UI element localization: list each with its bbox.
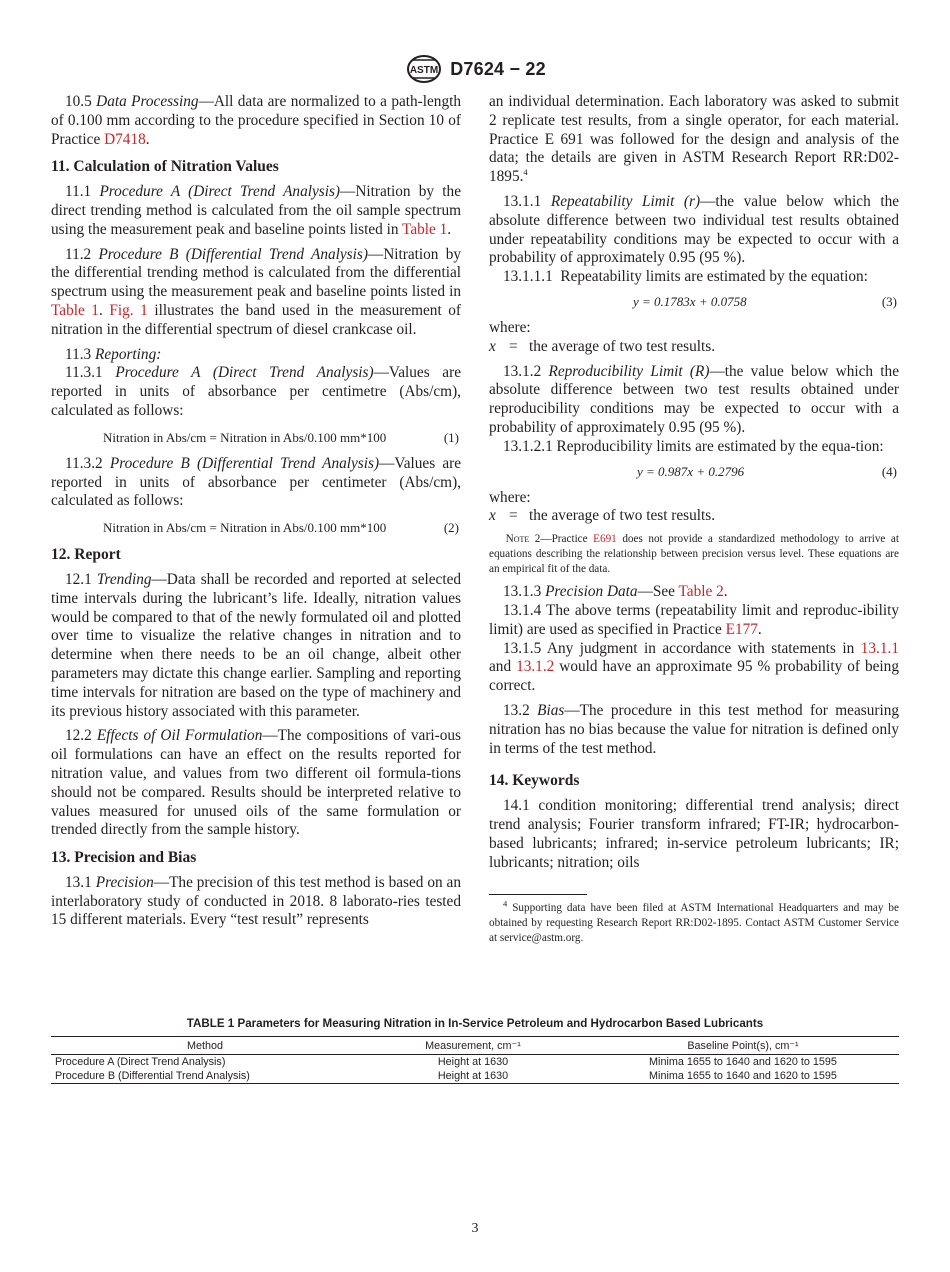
link-13-1-2[interactable]: 13.1.2 [516,658,555,676]
para-13-1-1: 13.1.1 Repeatability Limit (r)—the value below which the absolute difference between two individual test results obtained under repeatability conditions may be expected to occur with a probability of approximately 0.95 (95 %). [489,192,900,267]
where-label: where: [489,488,531,506]
equation-2: Nitration in Abs/cm = Nitration in Abs/0.100 mm*100 (2) [103,520,459,536]
astm-logo [404,54,444,84]
para-11-1: 11.1 Procedure A (Direct Trend Analysis)—Nitration by the direct trending method is calculated from the oil sample spectrum using the measurement peak and baseline points listed in Table 1. [51,183,461,238]
footnote-4: $^4$ Supporting data have been filed at ASTM International Headquarters and may be obtained by requesting Research Report RR:D02-1895. Contact ASTM Customer Service at service@astm.org. [489,898,899,945]
left-column [51,93,461,936]
para-14-1: 14.1 condition monitoring; differential trend analysis; direct trend analysis; Fourier transform infrared; FT-IR; hydrocarbon-based lubricants; infrared; in-service petroleum lubricants; IR; lubricants; nitration; oils [489,797,899,871]
page-number: 3 [471,1221,479,1236]
link-e691[interactable]: E691 [593,533,617,546]
link-table-1[interactable]: Table 1 [402,220,448,238]
table-cell: Minima 1655 to 1640 and 1620 to 1595 [649,1056,837,1068]
table-1-title: TABLE 1 Parameters for Measuring Nitration in In-Service Petroleum and Hydrocarbon Based Lubricants [186,1017,764,1030]
column-header: Measurement, cm⁻¹ [359,1037,587,1055]
table-cell: Height at 1630 [437,1056,509,1068]
para-10-5: 10.5 Data Processing—All data are normalized to a path-length of 0.100 mm according to the procedure specified in Section 10 of Practice D7418. [51,93,462,148]
table-cell: Procedure A (Direct Trend Analysis) [55,1056,226,1068]
section-11-heading: 11. Calculation of Nitration Values [51,158,279,176]
para-13-2: 13.2 Bias—The procedure in this test method for measuring nitration has no bias because the value for nitration is defined only in terms of the test method. [489,701,899,757]
equation-4: y = 0.987x + 0.2796 (4) [637,463,897,479]
link-e177[interactable]: E177 [725,620,758,638]
page-header [0,54,950,84]
table-cell: Procedure B (Differential Trend Analysis) [51,1069,359,1084]
footnote-rule [489,894,587,895]
para-13-1-4: 13.1.4 The above terms (repeatability limit and reproduc-ibility limit) are used as specified in Practice E177. [489,601,899,638]
table-row [51,1069,899,1084]
link-table-2[interactable]: Table 2 [678,583,724,601]
section-13-heading: 13. Precision and Bias [51,849,197,867]
link-13-1-1[interactable]: 13.1.1 [860,639,899,657]
variable-definition: x = the average of two test results. [489,337,716,355]
table-1 [51,1017,899,1084]
link-fig-1[interactable]: Fig. 1 [109,301,148,319]
table-cell: Minima 1655 to 1640 and 1620 to 1595 [587,1069,899,1084]
designation: D7624 − 22 [450,58,546,79]
svg-text:ASTM: ASTM [410,65,439,76]
table-1-grid [51,1036,899,1084]
link-d7418[interactable]: D7418 [104,130,146,148]
section-12-heading: 12. Report [51,546,121,564]
section-14-heading: 14. Keywords [489,772,580,790]
equation-1: Nitration in Abs/cm = Nitration in Abs/0.100 mm*100 (1) [103,429,459,445]
para-12-1: 12.1 Trending—Data shall be recorded and reported at selected time intervals during the lubricant’s life. Ideally, nitration values would be compared to that of the newly formulated oil and plotted over time to visualize the relative changes in nitration and to determine when there needs to be an oil change, albeit other parameters may dictate this change earlier. Sampling and reporting time intervals for nitration are based on the type of machinery and its previous history associated with this parameter. [51,570,462,720]
variable-definition: x = the average of two test results. [489,507,716,525]
para-13-1-2-1: 13.1.2.1 Reproducibility limits are estimated by the equa-tion: [503,437,884,455]
para-13-1-5: 13.1.5 Any judgment in accordance with statements in 13.1.1 and 13.1.2 would have an approximate 95 % probability of being correct. [489,639,899,695]
right-column [489,93,899,946]
para-12-2: 12.2 Effects of Oil Formulation—The compositions of vari-ous oil formulations can have an effect on the results reported for nitration value, and values from two different oil formula-tions should not be compared. Results should be interpreted relative to values measured for unused oils of the same formulation or trended directly from the sample history. [51,727,462,839]
column-header: Method [51,1037,359,1055]
para-11-3-2: 11.3.2 Procedure B (Differential Trend Analysis)—Values are reported in units of absorbance per centimeter (Abs/cm), calculated as follows: [51,454,461,510]
para-13-1-continued: an individual determination. Each laboratory was asked to submit 2 replicate test results, from a single operator, for each material. Practice E 691 was followed for the design and analysis of the data; the details are given in ASTM Research Report RR:D02-1895.$^4$ [489,93,899,186]
para-11-3: 11.3 Reporting: [65,345,162,363]
column-header: Baseline Point(s), cm⁻¹ [587,1037,899,1055]
para-13-1-1-1: 13.1.1.1 Repeatability limits are estimated by the equation: [503,268,868,286]
where-label: where: [489,318,531,336]
table-row [51,1055,899,1070]
table-cell: Height at 1630 [359,1069,587,1084]
equation-3: y = 0.1783x + 0.0758 (3) [633,293,897,309]
link-table-1[interactable]: Table 1 [51,301,99,319]
para-13-1: 13.1 Precision—The precision of this test method is based on an interlaboratory study of conducted in 2018. 8 laborato-ries tested 15 different materials. Every “test result” represents [51,873,461,929]
para-13-1-3: 13.1.3 Precision Data—See Table 2. [503,583,728,601]
para-13-1-2: 13.1.2 Reproducibility Limit (R)—the value below which the absolute difference between two test results obtained under reproducibility conditions may be expected to occur with a probability of approximately 0.95 (95 %). [489,362,899,436]
para-11-2: 11.2 Procedure B (Differential Trend Analysis)—Nitration by the differential trending method is calculated from the differential spectrum using the measurement peak and baseline points listed in Table 1. Fig. 1 illustrates the band used in the measurement of nitration in the differential spectrum of diesel crankcase oil. [51,245,461,338]
note-2: Note 2—Practice E691 does not provide a standardized methodology to arrive at equations describing the relationship between precision versus level. These equations are an empirical fit of the data. [489,533,899,576]
footnote-ref[interactable]: 4 [523,167,528,178]
para-11-3-1: 11.3.1 Procedure A (Direct Trend Analysis)—Values are reported in units of absorbance per centimetre (Abs/cm), calculated as follows: [51,364,461,419]
